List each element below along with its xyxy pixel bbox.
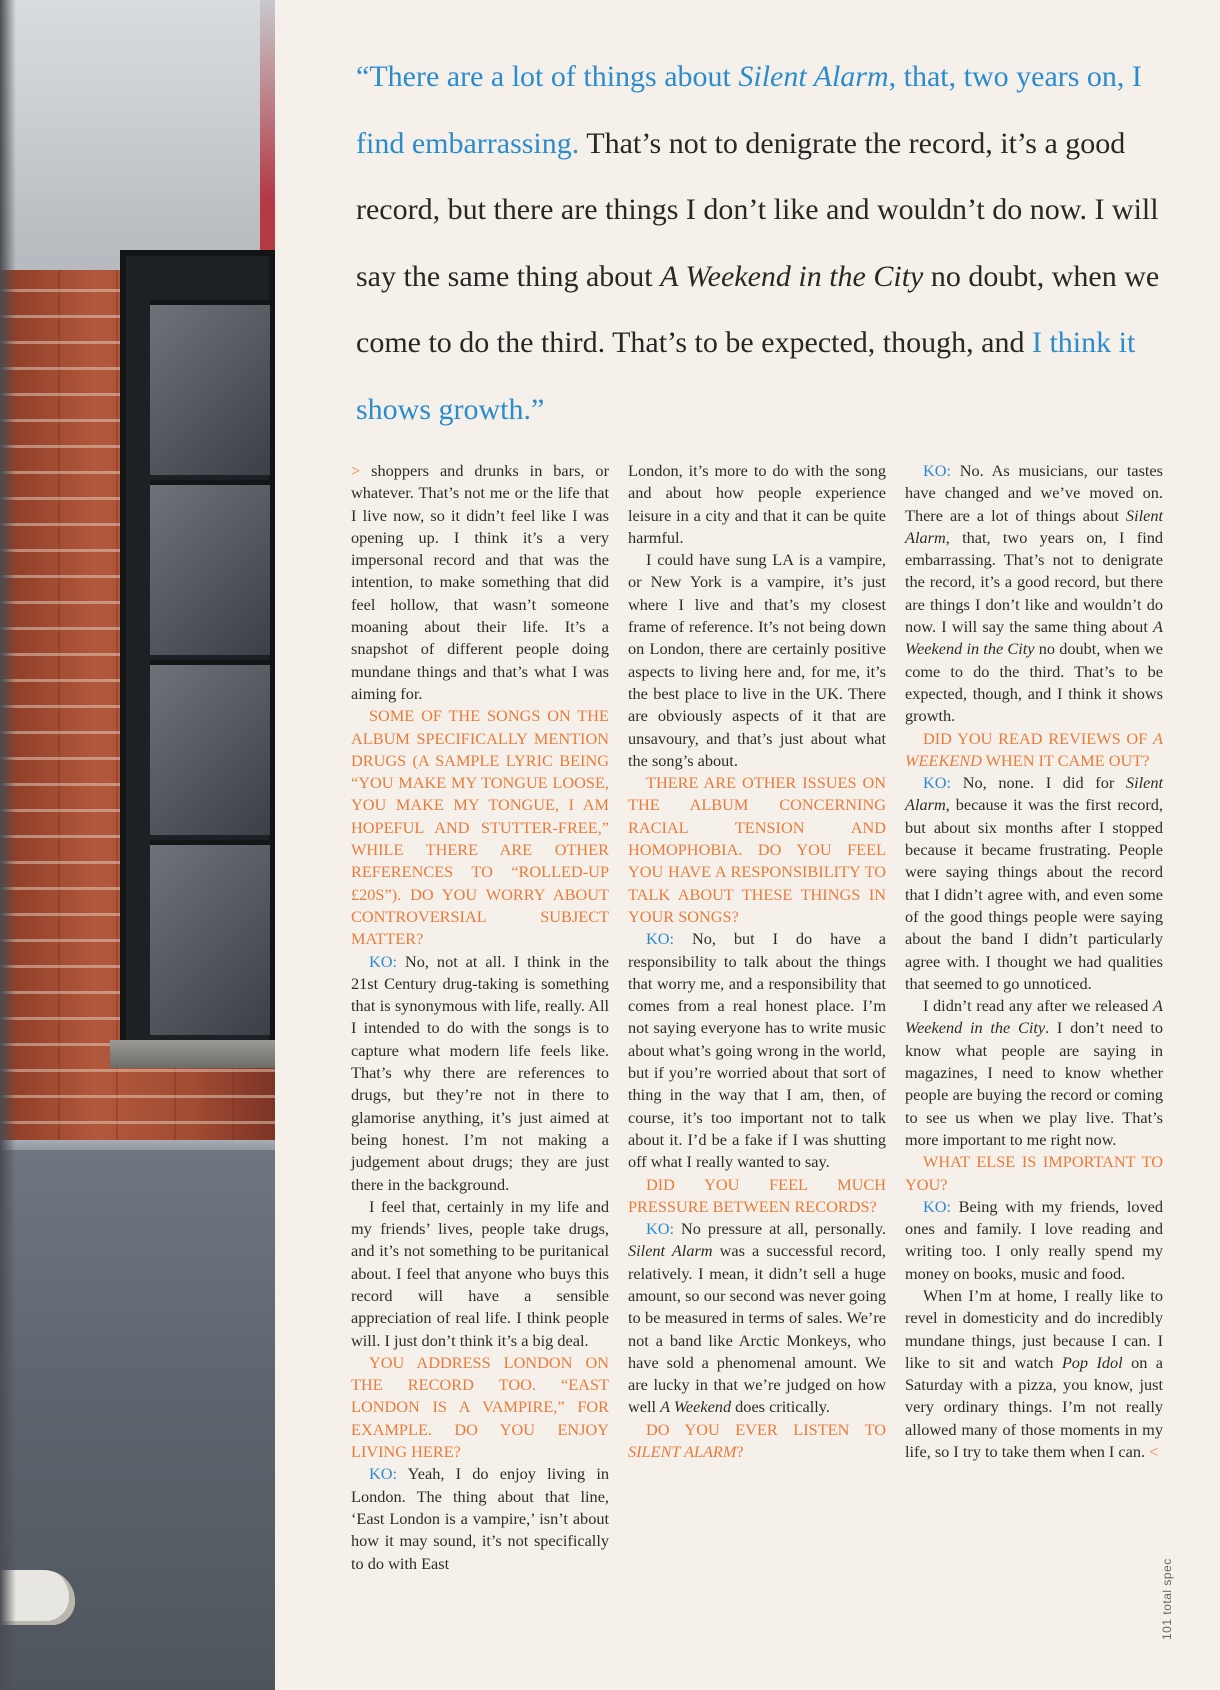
body-paragraph: > shoppers and drunks in bars, or whatever. That’s not me or the life that I live now, so it didn’t feel like I was opening up. I think it’s a very impersonal record and that was the intention, to make something that did feel hollow, that wasn’t someone moaning about their life. It’s a snapshot of different people doing mundane things and that’s what I was aiming for.	[351, 461, 609, 703]
interview-question: WHAT ELSE IS IMPORTANT TO YOU?	[905, 1152, 1163, 1194]
article-column-1	[351, 460, 609, 1575]
interview-question: SOME OF THE SONGS ON THE ALBUM SPECIFICALLY MENTION DRUGS (A SAMPLE LYRIC BEING “YOU MAKE MY TONGUE LOOSE, YOU MAKE MY TONGUE, I AM HOPEFUL AND STUTTER-FREE,” WHILE THERE ARE OTHER REFERENCES TO “ROLLED-UP £20S”). DO YOU WORRY ABOUT CONTROVERSIAL SUBJECT MATTER?	[351, 706, 609, 949]
continuation-arrow-icon: >	[351, 461, 361, 480]
album-title: A Weekend in the City	[660, 259, 924, 293]
pull-quote	[356, 44, 1176, 443]
body-paragraph: I didn’t read any after we released A Weekend in the City. I don’t need to know what people are saying in magazines, I need to know whether people are buying the record or coming to see us when we play live. That’s more important to me right now.	[905, 996, 1163, 1149]
speaker-label: KO:	[369, 1464, 398, 1484]
pull-quote-text: no doubt, when we come to do the third. That’s to be expected, though, and	[356, 259, 1160, 359]
speaker-label: KO:	[646, 1219, 675, 1239]
interview-answer: KO: No pressure at all, personally. Silent Alarm was a successful record, relatively. I mean, it didn’t sell a huge amount, so our second was never going to be measured in terms of sales. We’re not a band like Arctic Monkeys, who have sold a phenomenal amount. We are lucky in that we’re judged on how well A Weekend does critically.	[628, 1219, 887, 1417]
interview-answer: KO: Yeah, I do enjoy living in London. The thing about that line, ‘East London is a vampire,’ isn’t about how it may sound, it’s not specifically to do with East	[351, 1464, 609, 1573]
interview-answer: KO: No, none. I did for Silent Alarm, because it was the first record, but about six months after I stopped because it became frustrating. People were saying things about the record that I didn’t agree with, and even some of the good things people were saying about the band I didn’t particularly agree with. I thought we had qualities that seemed to go unnoticed.	[905, 773, 1163, 993]
pull-quote-text: “There are a lot of things about	[356, 60, 739, 93]
interview-answer: KO: No, but I do have a responsibility to talk about the things that worry me, and a responsibility that comes from a real honest place. I’m not saying everyone has to write music about what’s going wrong in the world, but if you’re worried about that sort of thing in the way that I am, then, of course, it’s too important not to talk about it. I’d be a fake if I was shutting off what I really wanted to say.	[628, 929, 886, 1172]
album-title: Silent Alarm	[738, 60, 889, 93]
body-paragraph: London, it’s more to do with the song and about how people experience leisure in a city and that it can be quite harmful.	[628, 461, 886, 547]
interview-question: YOU ADDRESS LONDON ON THE RECORD TOO. “EAST LONDON IS A VAMPIRE,” FOR EXAMPLE. DO YOU ENJOY LIVING HERE?	[351, 1352, 609, 1462]
speaker-label: KO:	[923, 773, 952, 793]
end-of-article-icon: <	[1149, 1442, 1159, 1462]
speaker-label: KO:	[646, 929, 675, 949]
body-paragraph: I could have sung LA is a vampire, or New York is a vampire, it’s just where I live and that’s my closest frame of reference. It’s not being down on London, there are certainly positive aspects to living here and, for me, it’s the best place to live in the UK. There are obviously aspects of it that are unsavoury, and that’s just about what the song’s about.	[628, 550, 886, 770]
interview-question: DO YOU EVER LISTEN TO SILENT ALARM?	[628, 1419, 886, 1462]
window-pane	[150, 660, 270, 835]
article-column-3	[905, 460, 1163, 1463]
interview-answer: KO: Being with my friends, loved ones and family. I love reading and writing too. I only really spend my money on books, music and food.	[905, 1196, 1163, 1283]
body-paragraph: I feel that, certainly in my life and my friends’ lives, people take drugs, and it’s not something to be puritanical about. I feel that anyone who buys this record will have a sensible appreciation of real life. I think people will. I just don’t think it’s a big deal.	[351, 1196, 609, 1350]
page-folio: 101 total spec	[1160, 1558, 1174, 1640]
interview-answer: KO: No. As musicians, our tastes have changed and we’ve moved on. There are a lot of things about Silent Alarm, that, two years on, I find embarrassing. That’s not to denigrate the record, it’s a good record, but there are things I don’t like and wouldn’t do now. I will say the same thing about A Weekend in the City no doubt, when we come to do the third. That’s to be expected, though, and I think it shows growth.	[905, 461, 1163, 726]
interview-question: THERE ARE OTHER ISSUES ON THE ALBUM CONCERNING RACIAL TENSION AND HOMOPHOBIA. DO YOU FEEL YOU HAVE A RESPONSIBILITY TO TALK ABOUT THESE THINGS IN YOUR SONGS?	[628, 773, 886, 926]
window-pane	[150, 480, 270, 655]
article-column-2	[628, 460, 886, 1463]
speaker-label: KO:	[923, 1196, 952, 1216]
page-binding-shadow	[0, 0, 16, 1690]
body-paragraph: When I’m at home, I really like to revel in domesticity and do incredibly mundane things, just because I can. I like to sit and watch Pop Idol on a Saturday with a pizza, you know, just very ordinary things. I’m not really allowed many of those moments in my life, so I try to take them when I can. <	[905, 1285, 1163, 1462]
pull-quote-text: , that, two years on, I find embarrassing.	[356, 60, 1142, 160]
interview-question: DID YOU READ REVIEWS OF A WEEKEND WHEN IT CAME OUT?	[905, 728, 1163, 770]
pull-quote-text: I think it shows growth.”	[356, 326, 1136, 426]
window-pane	[150, 840, 270, 1035]
cover-photo	[0, 0, 275, 1690]
pull-quote-text: That’s not to denigrate the record, it’s a good record, but there are things I don’t like and wouldn’t do now. I will say the same thing about	[356, 126, 1159, 293]
interview-question: DID YOU FEEL MUCH PRESSURE BETWEEN RECORDS?	[628, 1174, 886, 1216]
speaker-label: KO:	[369, 951, 398, 971]
window-sill	[110, 1040, 275, 1068]
speaker-label: KO:	[923, 461, 952, 480]
interview-answer: KO: No, not at all. I think in the 21st Century drug-taking is something that is synonymous with life, really. All I intended to do with the songs is to capture what modern life feels like. That’s why there are references to drugs, but they’re not in there to glamorise anything, it’s just aimed at being honest. I’m not making a judgement about drugs; they are just there in the background.	[351, 951, 609, 1194]
window-pane	[150, 300, 270, 475]
